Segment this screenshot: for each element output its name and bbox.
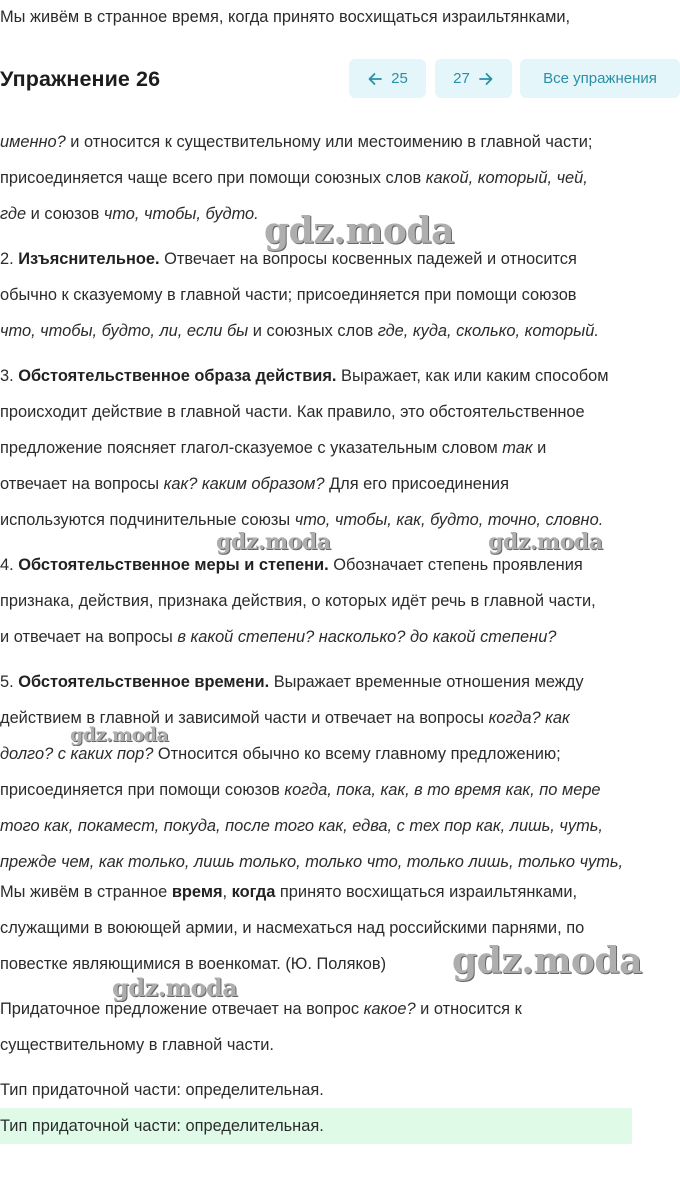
arrow-left-icon — [367, 71, 383, 87]
exercise-header — [0, 54, 680, 104]
italic-text: в какой степени? насколько? до какой степени? — [177, 628, 557, 646]
theory-line: где и союзов что, чтобы, будто. — [0, 205, 259, 223]
theory-line: что, чтобы, будто, ли, если бы и союзных слов где, куда, сколько, который. — [0, 322, 599, 340]
term-heading: Обстоятельственное времени. — [18, 673, 270, 691]
watermark: gdz.moda — [488, 529, 603, 555]
example-sentence-line: Мы живём в странное время, когда принято восхищаться израильтянками, — [0, 883, 578, 901]
theory-line: именно? и относится к существительному или местоимению в главной части; — [0, 133, 593, 151]
all-exercises-label: Все упражнения — [543, 70, 657, 87]
term-heading: Обстоятельственное меры и степени. — [18, 556, 329, 574]
theory-line — [0, 851, 623, 873]
term-heading: Обстоятельственное образа действия. — [18, 367, 337, 385]
prev-exercise-label: 25 — [391, 70, 408, 87]
example-sentence-line: повестке являющимися в военкомат. (Ю. Поляков) — [0, 955, 387, 973]
explanation-line: Придаточное предложение отвечает на вопрос какое? и относится к — [0, 1000, 522, 1018]
next-exercise-button[interactable] — [435, 59, 512, 98]
italic-text: так — [502, 439, 533, 457]
watermark: gdz.moda — [452, 940, 642, 982]
watermark: gdz.moda — [70, 724, 169, 746]
italic-text: что, чтобы, как, будто, точно, словно. — [294, 511, 604, 529]
theory-line: действием в главной и зависимой части и отвечает на вопросы когда? как — [0, 709, 570, 727]
theory-line: и отвечает на вопросы в какой степени? насколько? до какой степени? — [0, 628, 557, 646]
theory-item-4: 4. Обстоятельственное меры и степени. Обозначает степень проявления — [0, 556, 583, 574]
all-exercises-button[interactable] — [520, 59, 680, 98]
theory-line: долго? с каких пор? Относится обычно ко всему главному предложению; — [0, 745, 561, 763]
arrow-right-icon — [478, 71, 494, 87]
italic-text: что, чтобы, будто, ли, если бы — [0, 322, 249, 340]
theory-line: присоединяется при помощи союзов когда, пока, как, в то время как, по мере — [0, 781, 601, 799]
bold-word: когда — [231, 883, 276, 901]
watermark: gdz.moda — [216, 529, 331, 555]
example-sentence-line: служащими в воюющей армии, и насмехаться над российскими парнями, по — [0, 919, 585, 937]
watermark: gdz.moda — [112, 973, 238, 1002]
italic-text: какой, который, чей, — [425, 169, 588, 187]
prev-exercise-button[interactable] — [349, 59, 426, 98]
italic-text: какое? — [363, 1000, 416, 1018]
theory-line: обычно к сказуемому в главной части; присоединяется при помощи союзов — [0, 286, 577, 304]
answer-text: Тип придаточной части: определительная. — [0, 1081, 324, 1099]
theory-line: отвечает на вопросы как? каким образом? Для его присоединения — [0, 475, 509, 493]
italic-text: прежде чем, как только, лишь только, только что, только лишь, только чуть, — [0, 853, 624, 871]
bold-word: время — [171, 883, 223, 901]
theory-item-5: 5. Обстоятельственное времени. Выражает временные отношения между — [0, 673, 584, 691]
theory-item-3: 3. Обстоятельственное образа действия. Выражает, как или каким способом — [0, 367, 609, 385]
explanation-line: существительному в главной части. — [0, 1036, 274, 1054]
intro-sentence-line: Мы живём в странное время, когда принято восхищаться израильтянками, — [0, 8, 571, 26]
italic-text: как? каким образом? — [163, 475, 325, 493]
next-exercise-label: 27 — [453, 70, 470, 87]
italic-text: когда? как — [488, 709, 570, 727]
italic-text: именно? — [0, 133, 66, 151]
theory-line: признака, действия, признака действия, о которых идёт речь в главной части, — [0, 592, 596, 610]
theory-line — [0, 815, 603, 837]
italic-text: что, чтобы, будто. — [103, 205, 259, 223]
theory-line: присоединяется чаще всего при помощи союзных слов какой, который, чей, — [0, 169, 588, 187]
page-title: Упражнение 26 — [0, 67, 161, 91]
term-heading: Изъяснительное. — [18, 250, 160, 268]
theory-line: предложение поясняет глагол-сказуемое с указательным словом так и — [0, 439, 547, 457]
watermark: gdz.moda — [264, 210, 454, 252]
italic-text: когда, пока, как, в то время как, по мере — [284, 781, 601, 799]
italic-text: того как, покамест, покуда, после того как, едва, с тех пор как, лишь, чуть, — [0, 817, 603, 835]
theory-item-2: 2. Изъяснительное. Отвечает на вопросы косвенных падежей и относится — [0, 250, 577, 268]
answer-highlight-text: Тип придаточной части: определительная. — [0, 1117, 324, 1135]
theory-line: используются подчинительные союзы что, чтобы, как, будто, точно, словно. — [0, 511, 604, 529]
italic-text: долго? с каких пор? — [0, 745, 154, 763]
italic-text: где — [0, 205, 27, 223]
italic-text: где, куда, сколько, который. — [377, 322, 599, 340]
theory-line: происходит действие в главной части. Как правило, это обстоятельственное — [0, 403, 585, 421]
